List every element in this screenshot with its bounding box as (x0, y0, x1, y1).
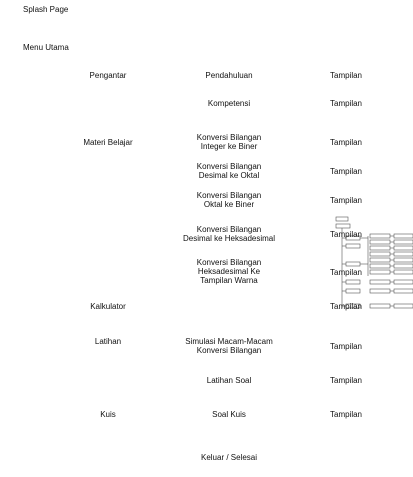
item-line: Integer ke Biner (200, 142, 258, 152)
item-keluar-selesai: Keluar / Selesai (200, 453, 258, 462)
section-latihan: Latihan (94, 337, 122, 346)
item-line: Heksadesimal Ke (197, 267, 261, 277)
item-line: Konversi Bilangan (196, 225, 262, 234)
item-line: Desimal ke Heksadesimal (182, 234, 276, 244)
item-line: Konversi Bilangan (196, 162, 262, 171)
section-kalkulator: Kalkulator (90, 302, 126, 311)
tampilan-konversi-oktal-biner: Tampilan (329, 196, 363, 205)
item-konversi-oktal-biner (197, 191, 261, 209)
item-line: Simulasi Macam-Macam (185, 337, 273, 346)
item-konversi-desimal-heksadesimal (183, 225, 275, 243)
section-pengantar: Pengantar (89, 71, 127, 80)
tampilan-konversi-desimal-oktal: Tampilan (329, 167, 363, 176)
tampilan-soal-kuis: Tampilan (329, 410, 363, 419)
tampilan-latihan-soal: Tampilan (329, 376, 363, 385)
item-konversi-heksadesimal-warna (197, 258, 261, 286)
tampilan-konversi-integer-biner: Tampilan (329, 138, 363, 147)
item-line: Konversi Bilangan (196, 258, 262, 267)
item-line: Desimal ke Oktal (198, 171, 260, 181)
menu-utama-label: Menu Utama (23, 43, 69, 52)
section-kuis: Kuis (100, 410, 116, 419)
item-pendahuluan: Pendahuluan (205, 71, 253, 80)
item-line: Konversi Bilangan (196, 346, 262, 356)
splash-page-label: Splash Page (23, 5, 69, 14)
item-line: Tampilan Warna (200, 276, 258, 286)
item-konversi-desimal-oktal (197, 162, 261, 180)
item-latihan-soal: Latihan Soal (206, 376, 252, 385)
tampilan-kompetensi: Tampilan (329, 99, 363, 108)
item-soal-kuis: Soal Kuis (212, 410, 246, 419)
item-line: Konversi Bilangan (196, 191, 262, 200)
tampilan-konversi-desimal-heksadesimal: Tampilan (329, 230, 363, 239)
tampilan-pendahuluan: Tampilan (329, 71, 363, 80)
tampilan-konversi-heksadesimal-warna: Tampilan (329, 268, 363, 277)
item-line: Oktal ke Biner (203, 200, 255, 210)
tampilan-simulasi: Tampilan (329, 342, 363, 351)
tampilan-kalkulator: Tampilan (329, 302, 363, 311)
section-materi-belajar: Materi Belajar (83, 138, 133, 147)
item-simulasi-konversi (185, 337, 273, 355)
item-kompetensi: Kompetensi (207, 99, 251, 108)
item-line: Konversi Bilangan (196, 133, 262, 142)
item-konversi-integer-biner (197, 133, 261, 151)
